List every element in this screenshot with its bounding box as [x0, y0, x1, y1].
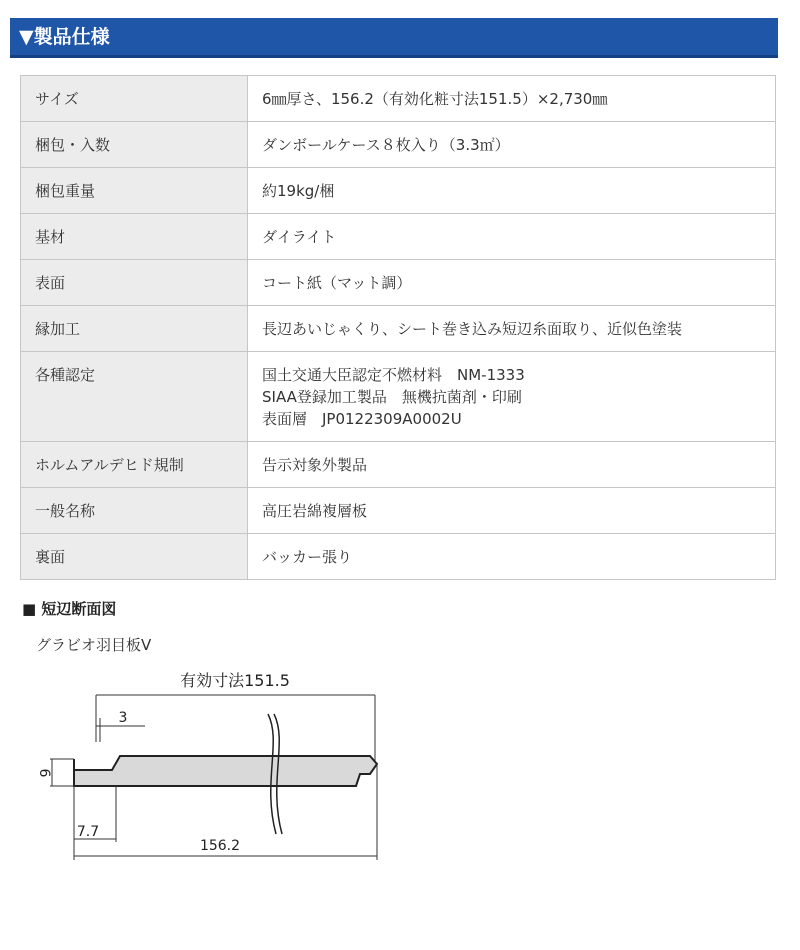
spec-value-line: 国土交通大臣認定不燃材料 NM-1333: [262, 366, 525, 384]
table-row: [21, 352, 776, 442]
cross-section-diagram: [20, 662, 400, 872]
spec-value-line: ダイライト: [262, 228, 337, 246]
spec-label: 表面: [21, 260, 248, 306]
spec-value: [248, 534, 776, 580]
spec-label: 梱包・入数: [21, 122, 248, 168]
spec-value-line: 高圧岩綿複層板: [262, 502, 368, 520]
table-row: [21, 122, 776, 168]
spec-value-line: 約19kg/梱: [262, 182, 335, 200]
spec-value: [248, 214, 776, 260]
spec-value-line: 6㎜厚さ、156.2（有効化粧寸法151.5）×2,730㎜: [262, 90, 608, 108]
effective-width-label: 有効寸法151.5: [180, 671, 290, 690]
spec-value-line: 表面層 JP0122309A0002U: [262, 410, 462, 428]
section-header-title: ▼製品仕様: [19, 26, 110, 48]
spec-label: 裏面: [21, 534, 248, 580]
spec-table: [20, 75, 776, 580]
section-header: [10, 18, 778, 58]
edge-label: 7.7: [76, 824, 100, 840]
spec-value-line: SIAA登録加工製品 無機抗菌剤・印刷: [262, 388, 522, 406]
table-row: [21, 488, 776, 534]
spec-value: [248, 442, 776, 488]
table-row: [21, 214, 776, 260]
notch-label: 3: [118, 710, 128, 726]
spec-value-line: コート紙（マット調）: [262, 274, 412, 292]
spec-label: 各種認定: [21, 352, 248, 442]
product-name: グラビオ羽目板V: [36, 636, 152, 654]
spec-value: [248, 306, 776, 352]
spec-value-line: バッカー張り: [262, 548, 353, 566]
table-row: [21, 76, 776, 122]
spec-value-line: 長辺あいじゃくり、シート巻き込み短辺糸面取り、近似色塗装: [262, 320, 683, 338]
board-profile: [74, 756, 377, 786]
spec-value: [248, 122, 776, 168]
thickness-label: 6: [36, 768, 52, 778]
table-row: [21, 534, 776, 580]
spec-value-line: 告示対象外製品: [262, 456, 368, 474]
table-row: [21, 260, 776, 306]
spec-value: [248, 260, 776, 306]
spec-label: 梱包重量: [21, 168, 248, 214]
spec-value-line: ダンボールケース８枚入り（3.3㎡）: [262, 136, 510, 154]
spec-value: [248, 168, 776, 214]
spec-value: [248, 352, 776, 442]
spec-label: サイズ: [21, 76, 248, 122]
spec-label: 基材: [21, 214, 248, 260]
table-row: [21, 442, 776, 488]
spec-value: [248, 76, 776, 122]
table-row: [21, 168, 776, 214]
table-row: [21, 306, 776, 352]
spec-label: 縁加工: [21, 306, 248, 352]
cross-section-title: ■ 短辺断面図: [22, 600, 117, 618]
spec-label: ホルムアルデヒド規制: [21, 442, 248, 488]
spec-label: 一般名称: [21, 488, 248, 534]
spec-value: [248, 488, 776, 534]
total-width-label: 156.2: [199, 838, 241, 854]
